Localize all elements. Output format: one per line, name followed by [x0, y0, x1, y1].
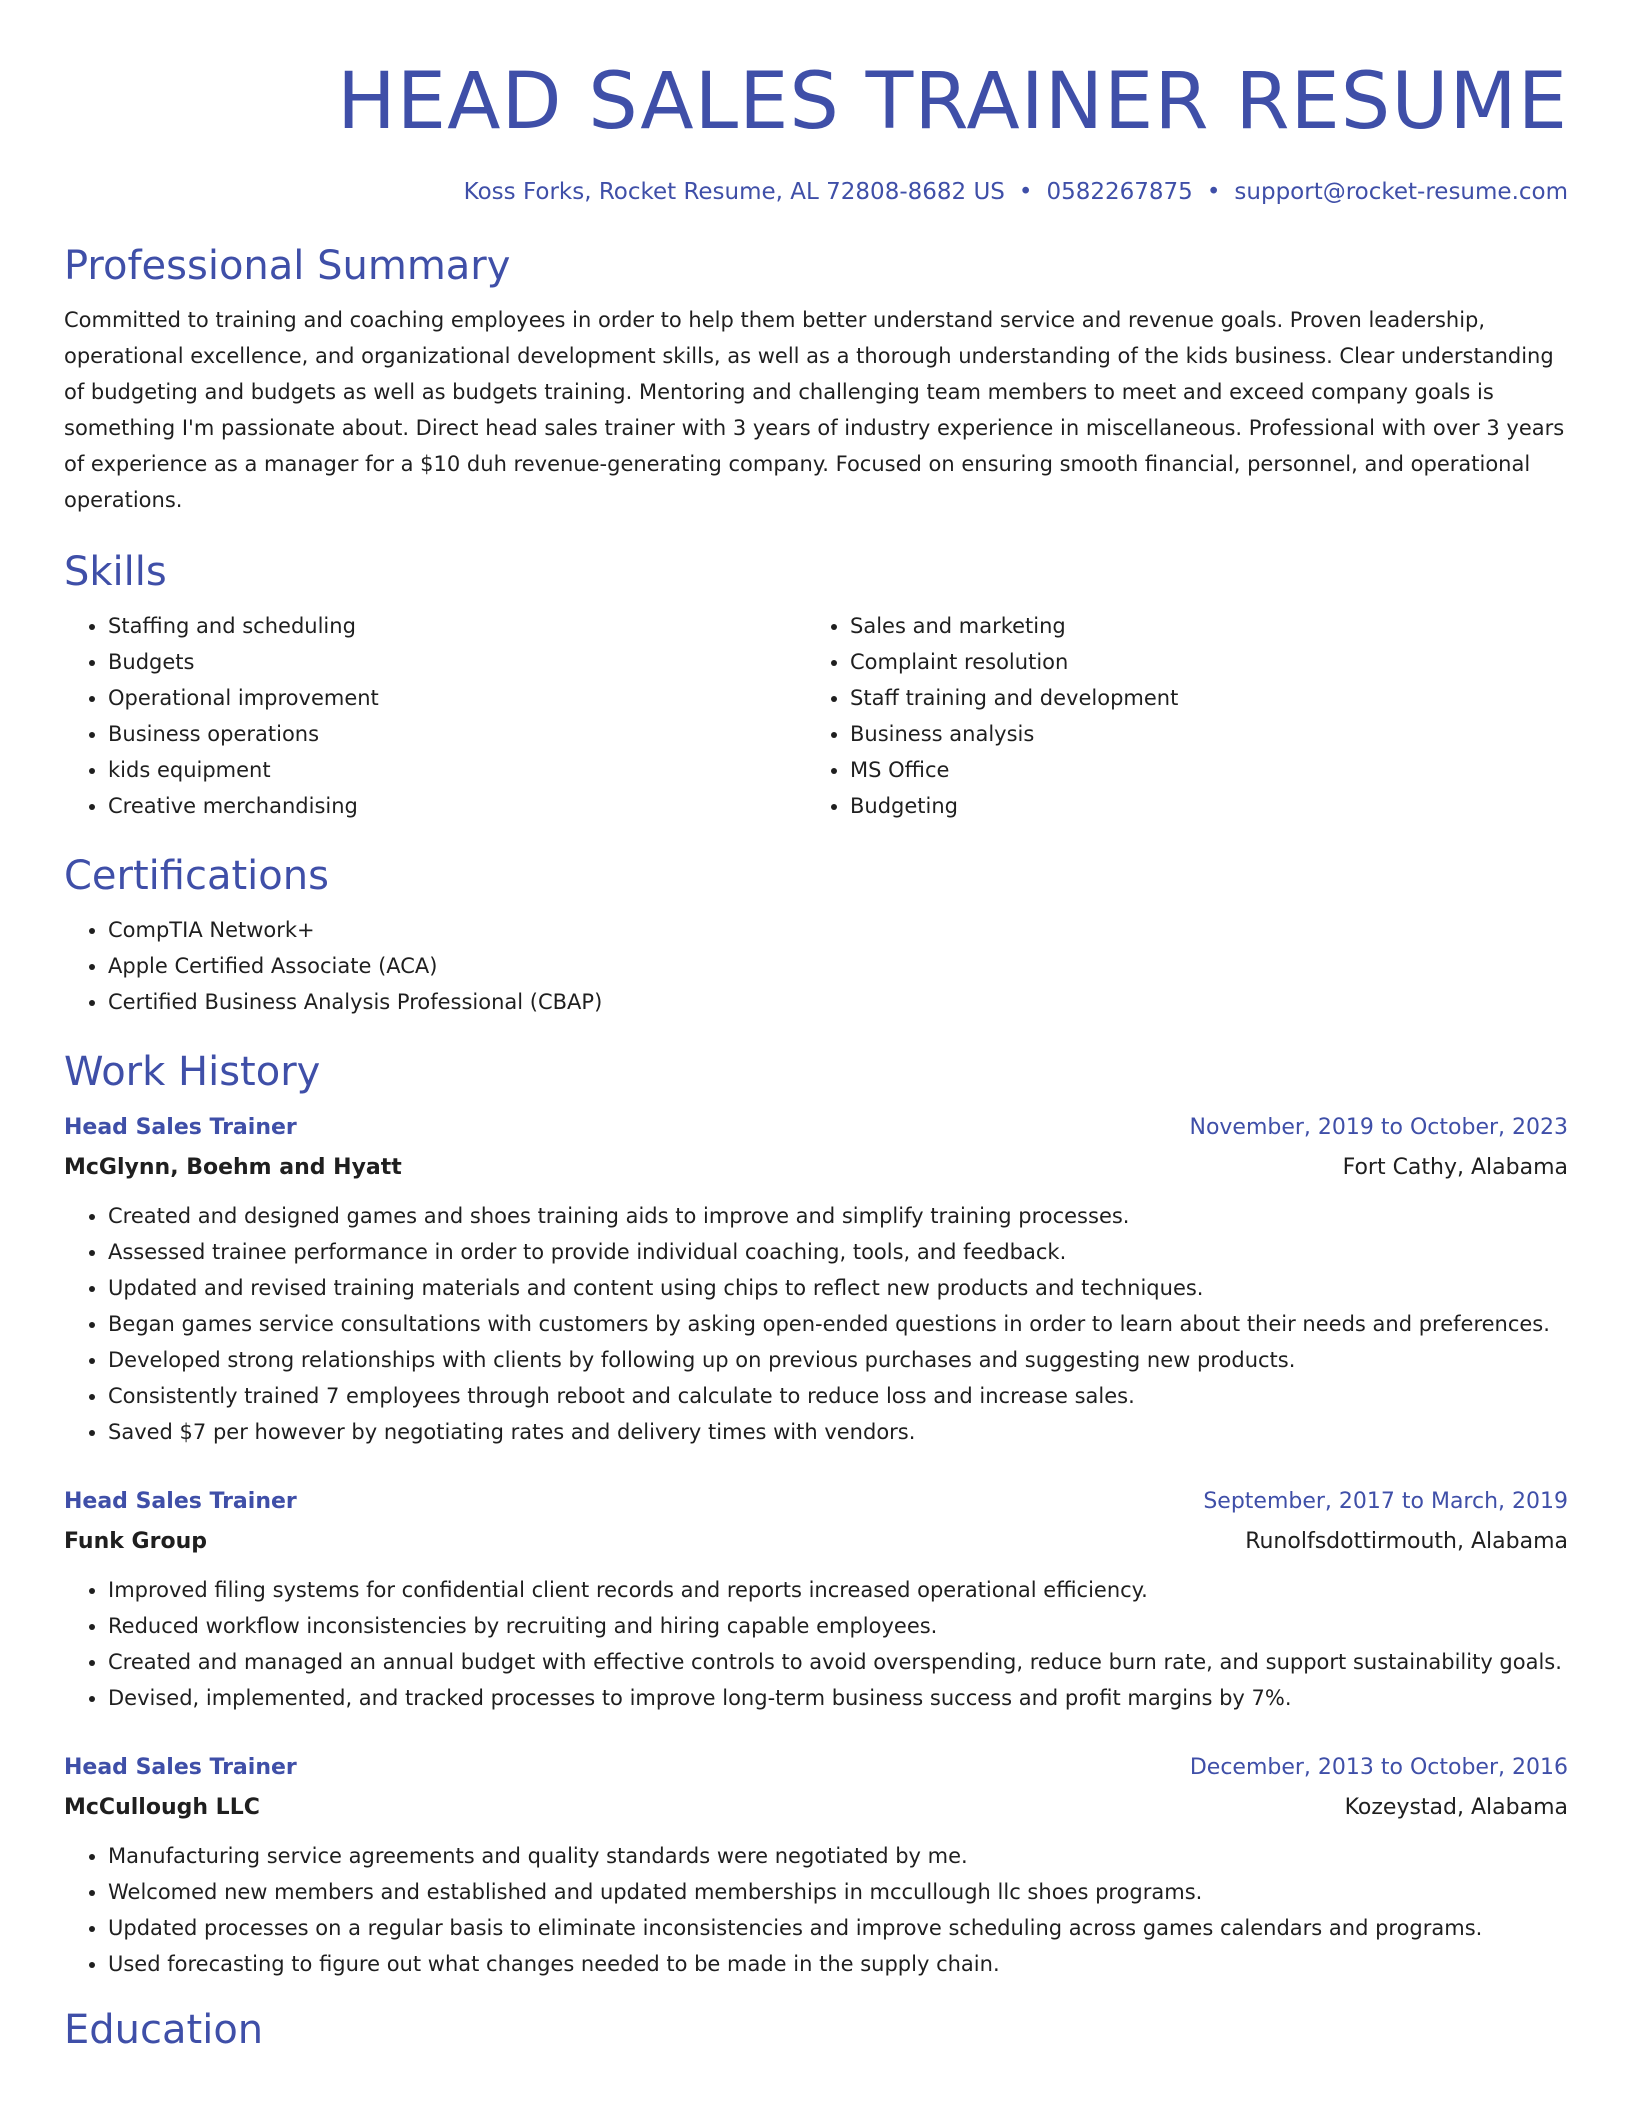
contact-separator: •	[1018, 179, 1033, 205]
skill-item: • Creative merchandising	[108, 788, 806, 824]
skill-item: • Operational improvement	[108, 680, 806, 716]
certification-item: • Certified Business Analysis Professional (CBAP)	[108, 984, 1568, 1020]
skill-item: • Budgets	[108, 644, 806, 680]
job-title: Head Sales Trainer	[64, 1115, 297, 1140]
certifications-section	[64, 850, 1568, 1020]
job-bullet: • Improved filing systems for confidential client records and reports increased operational efficiency.	[108, 1572, 1568, 1608]
contact-separator: •	[1206, 179, 1221, 205]
job-dates: December, 2013 to October, 2016	[1189, 1755, 1568, 1780]
job-bullet: • Created and designed games and shoes training aids to improve and simplify training processes.	[108, 1198, 1568, 1234]
job-dates: November, 2019 to October, 2023	[1189, 1115, 1568, 1140]
job-header-row	[64, 1482, 1568, 1522]
job-bullet: • Began games service consultations with customers by asking open-ended questions in order to learn about their needs and preferences.	[108, 1306, 1568, 1342]
job-title: Head Sales Trainer	[64, 1489, 297, 1514]
education-section	[64, 2004, 1568, 2056]
job-bullet: • Used forecasting to figure out what changes needed to be made in the supply chain.	[108, 1946, 1568, 1982]
certifications-list	[64, 912, 1568, 1020]
contact-line	[64, 176, 1568, 208]
contact-phone: 0582267875	[1046, 179, 1193, 205]
skill-item: • Staff training and development	[850, 680, 1548, 716]
job-title: Head Sales Trainer	[64, 1755, 297, 1780]
job-company-row	[64, 1148, 1568, 1188]
contact-address: Koss Forks, Rocket Resume, AL 72808-8682 US	[463, 179, 1005, 205]
resume-page	[64, 0, 1568, 2056]
job-bullet: • Devised, implemented, and tracked processes to improve long-term business success and profit margins by 7%.	[108, 1680, 1568, 1716]
work-history-section	[64, 1046, 1568, 1982]
summary-section	[64, 240, 1568, 518]
job-bullet: • Manufacturing service agreements and quality standards were negotiated by me.	[108, 1838, 1568, 1874]
education-heading: Education	[64, 2007, 264, 2053]
skill-item: • kids equipment	[108, 752, 806, 788]
job-bullet: • Saved $7 per however by negotiating rates and delivery times with vendors.	[108, 1414, 1568, 1450]
job-dates: September, 2017 to March, 2019	[1203, 1489, 1568, 1514]
skill-item: • Business operations	[108, 716, 806, 752]
job-header-row	[64, 1748, 1568, 1788]
job-bullets	[64, 1572, 1568, 1716]
certification-item: • CompTIA Network+	[108, 912, 1568, 948]
job-location: Kozeystad, Alabama	[1344, 1795, 1568, 1820]
skill-item: • Business analysis	[850, 716, 1548, 752]
contact-email: support@rocket-resume.com	[1234, 179, 1568, 205]
job-bullet: • Welcomed new members and established and updated memberships in mccullough llc shoes programs.	[108, 1874, 1568, 1910]
skills-list-right	[806, 608, 1548, 824]
job-bullet: • Reduced workflow inconsistencies by recruiting and hiring capable employees.	[108, 1608, 1568, 1644]
skill-item: • Complaint resolution	[850, 644, 1548, 680]
skills-heading: Skills	[64, 549, 167, 595]
job-header-row	[64, 1108, 1568, 1148]
resume-title: HEAD SALES TRAINER RESUME	[337, 57, 1568, 147]
job-bullet: • Consistently trained 7 employees through reboot and calculate to reduce loss and increase sales.	[108, 1378, 1568, 1414]
job-company: Funk Group	[64, 1529, 207, 1554]
job-bullets	[64, 1838, 1568, 1982]
skills-column-right	[806, 608, 1548, 824]
skill-item: • Budgeting	[850, 788, 1548, 824]
summary-heading: Professional Summary	[64, 243, 511, 289]
job-location: Fort Cathy, Alabama	[1342, 1155, 1568, 1180]
job-bullet: • Updated processes on a regular basis to eliminate inconsistencies and improve scheduling across games calendars and programs.	[108, 1910, 1568, 1946]
job-entry	[64, 1108, 1568, 1450]
certifications-heading: Certifications	[64, 853, 329, 899]
job-company-row	[64, 1788, 1568, 1828]
job-bullet: • Assessed trainee performance in order to provide individual coaching, tools, and feedback.	[108, 1234, 1568, 1270]
job-location: Runolfsdottirmouth, Alabama	[1245, 1529, 1568, 1554]
job-entry	[64, 1748, 1568, 1982]
job-bullet: • Created and managed an annual budget with effective controls to avoid overspending, reduce burn rate, and support sustainability goals.	[108, 1644, 1568, 1680]
summary-text: Committed to training and coaching employees in order to help them better understand service and revenue goals. Proven leadership, operational excellence, and organizational development skills, as well as a thorough understanding of the kids business. Clear understanding of budgeting and budgets as well as budgets training. Mentoring and challenging team members to meet and exceed company goals is something I'm passionate about. Direct head sales trainer with 3 years of industry experience in miscellaneous. Professional with over 3 years of experience as a manager for a $10 duh revenue-generating company. Focused on ensuring smooth financial, personnel, and operational operations.	[64, 308, 1565, 512]
skills-column-left	[64, 608, 806, 824]
job-bullet: • Developed strong relationships with clients by following up on previous purchases and suggesting new products.	[108, 1342, 1568, 1378]
skills-section	[64, 546, 1568, 824]
job-company: McCullough LLC	[64, 1795, 260, 1820]
skill-item: • Staffing and scheduling	[108, 608, 806, 644]
job-company: McGlynn, Boehm and Hyatt	[64, 1155, 402, 1180]
skill-item: • MS Office	[850, 752, 1548, 788]
job-bullets	[64, 1198, 1568, 1450]
skills-grid	[64, 608, 1568, 824]
job-company-row	[64, 1522, 1568, 1562]
skills-list-left	[64, 608, 806, 824]
job-entry	[64, 1482, 1568, 1716]
certification-item: • Apple Certified Associate (ACA)	[108, 948, 1568, 984]
skill-item: • Sales and marketing	[850, 608, 1548, 644]
work-history-heading: Work History	[64, 1049, 321, 1095]
job-bullet: • Updated and revised training materials and content using chips to reflect new products and techniques.	[108, 1270, 1568, 1306]
